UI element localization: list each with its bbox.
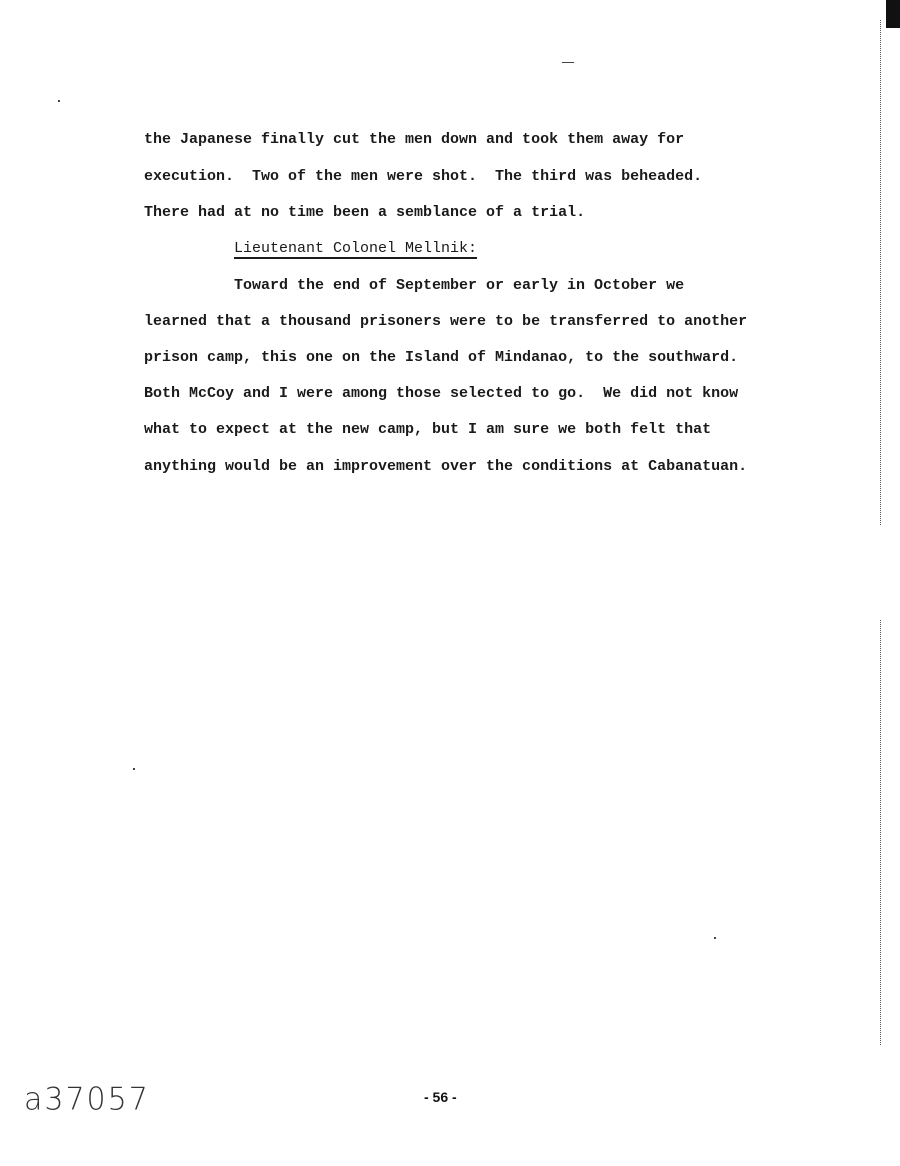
scan-edge-line bbox=[880, 20, 882, 525]
text-line: Toward the end of September or early in October we bbox=[234, 277, 685, 294]
page-number: - 56 - bbox=[424, 1089, 457, 1105]
text-line: prison camp, this one on the Island of Mindanao, to the southward. bbox=[144, 349, 739, 366]
text-line: There had at no time been a semblance of a trial. bbox=[144, 204, 586, 221]
speck bbox=[562, 62, 574, 63]
scan-edge-line bbox=[880, 620, 882, 1045]
speck bbox=[58, 100, 60, 102]
text-line: anything would be an improvement over the conditions at Cabanatuan. bbox=[144, 458, 748, 475]
scan-edge-block bbox=[886, 0, 900, 28]
text-line: execution. Two of the men were shot. The third was beheaded. bbox=[144, 168, 703, 185]
speck bbox=[133, 768, 135, 770]
handwritten-number: a37057 bbox=[24, 1081, 150, 1118]
text-line: what to expect at the new camp, but I am sure we both felt that bbox=[144, 421, 712, 438]
speaker-heading: Lieutenant Colonel Mellnik: bbox=[234, 240, 478, 257]
text-line: Both McCoy and I were among those selected to go. We did not know bbox=[144, 385, 739, 402]
speck bbox=[714, 937, 716, 939]
text-line: learned that a thousand prisoners were to be transferred to another bbox=[144, 313, 748, 330]
text-line: the Japanese finally cut the men down and took them away for bbox=[144, 131, 685, 148]
